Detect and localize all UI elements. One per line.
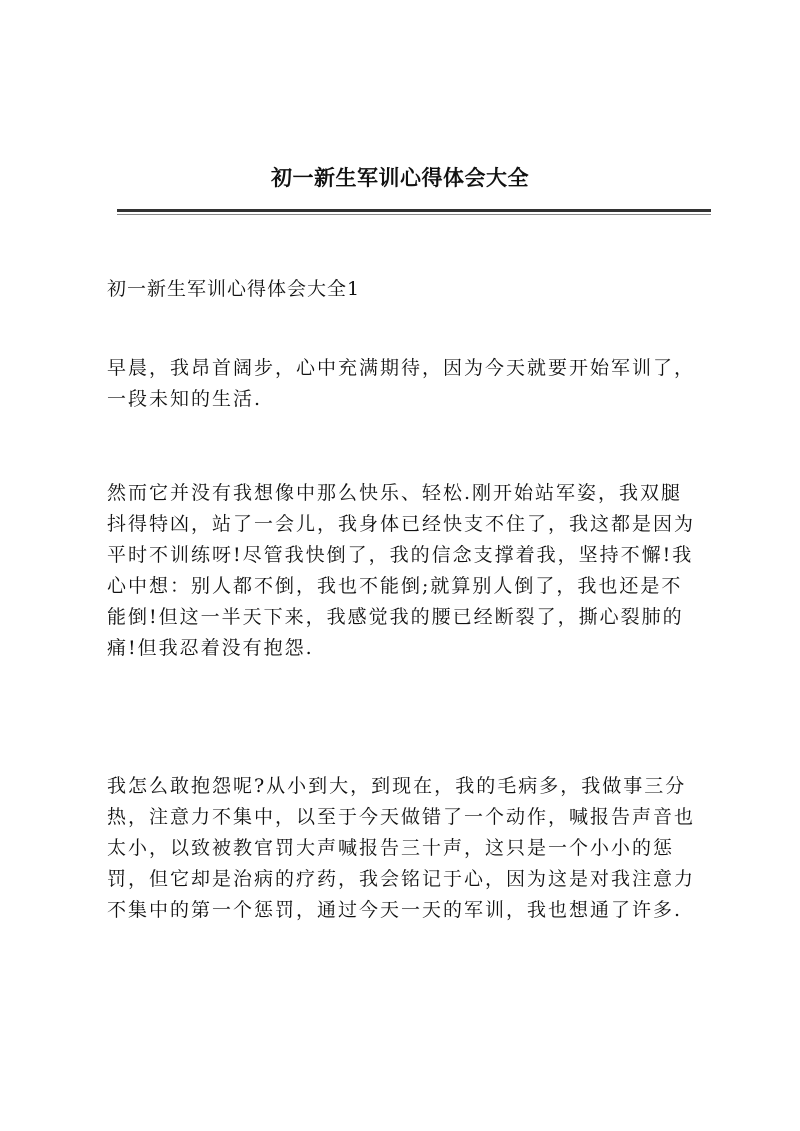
paragraph-line: 平时不训练呀!尽管我快倒了，我的信念支撑着我，坚持不懈!我 [107,544,694,566]
paragraph-line: 热，注意力不集中，以至于今天做错了一个动作，喊报告声音也 [107,806,696,828]
title-underline [117,209,711,212]
paragraph-3 [107,771,719,926]
paragraph-line: 太小，以致被教官罚大声喊报告三十声，这只是一个小小的惩 [107,837,675,859]
document-title: 初一新生军训心得体会大全 [271,165,529,190]
paragraph-line: 能倒!但这一半天下来，我感觉我的腰已经断裂了，撕心裂肺的 [107,606,684,628]
paragraph-line: 早晨，我昂首阔步，心中充满期待，因为今天就要开始军训了， [107,357,696,379]
title-underline-thin [117,214,711,215]
paragraph-line: 痛!但我忍着没有抱怨. [107,637,314,659]
paragraph-line: 我怎么敢抱怨呢?从小到大，到现在，我的毛病多，我做事三分 [107,775,687,797]
paragraph-1 [107,353,719,415]
paragraph-line: 然而它并没有我想像中那么快乐、轻松.刚开始站军姿，我双腿 [107,482,683,504]
paragraph-line: 抖得特凶，站了一会儿，我身体已经快支不住了，我这都是因为 [107,513,696,535]
paragraph-line: 心中想：别人都不倒，我也不能倒;就算别人倒了，我也还是不 [107,575,683,597]
paragraph-line: 罚，但它却是治病的疗药，我会铭记于心，因为这是对我注意力 [107,868,696,890]
section-heading: 初一新生军训心得体会大全1 [107,278,361,300]
paragraph-2 [107,478,719,664]
paragraph-line: 一段未知的生活. [107,388,263,410]
paragraph-line: 不集中的第一个惩罚，通过今天一天的军训，我也想通了许多. [107,899,683,921]
